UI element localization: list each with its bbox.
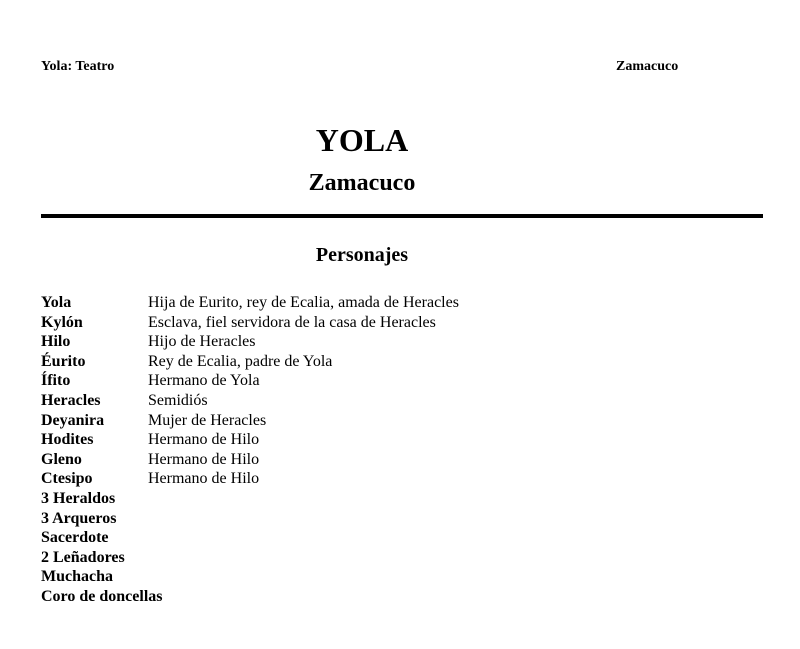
character-row [41, 548, 741, 568]
horizontal-rule [41, 214, 763, 218]
character-description: Hijo de Heracles [148, 333, 256, 351]
character-row [41, 450, 741, 470]
character-name: Gleno [41, 450, 82, 468]
character-list [41, 293, 741, 607]
character-name: Éurito [41, 352, 86, 370]
character-name: Hilo [41, 333, 71, 351]
character-name: Heracles [41, 391, 101, 409]
character-description: Semidiós [148, 391, 208, 409]
character-row [41, 371, 741, 391]
character-name: Ífito [41, 372, 71, 390]
character-description: Hermano de Hilo [148, 431, 260, 449]
running-header-left: Yola: Teatro [41, 59, 115, 74]
character-row [41, 411, 741, 431]
character-name: Sacerdote [41, 529, 109, 547]
character-row [41, 509, 741, 529]
running-header-right: Zamacuco [616, 59, 679, 74]
character-name: Muchacha [41, 568, 113, 586]
character-name: 2 Leñadores [41, 548, 125, 566]
character-name: Kylón [41, 313, 83, 331]
character-name: Coro de doncellas [41, 587, 163, 605]
character-description: Hermano de Hilo [148, 470, 260, 488]
character-row [41, 293, 741, 313]
character-description: Hermano de Hilo [148, 450, 260, 468]
character-row [41, 313, 741, 333]
play-title: YOLA [315, 122, 409, 158]
character-name: Hodites [41, 431, 94, 449]
character-name: 3 Heraldos [41, 489, 116, 507]
character-description: Esclava, fiel servidora de la casa de Heracles [148, 313, 436, 331]
section-heading: Personajes [315, 244, 409, 266]
character-row [41, 567, 741, 587]
character-name: 3 Arqueros [41, 509, 117, 527]
author-name: Zamacuco [308, 170, 416, 196]
character-row [41, 489, 741, 509]
character-description: Hija de Eurito, rey de Ecalia, amada de Heracles [148, 294, 459, 311]
character-name: Deyanira [41, 411, 105, 429]
character-row [41, 587, 741, 607]
character-name: Ctesipo [41, 470, 93, 488]
character-row [41, 469, 741, 489]
character-description: Mujer de Heracles [148, 411, 267, 429]
character-row [41, 430, 741, 450]
character-name: Yola [41, 294, 72, 311]
character-description: Rey de Ecalia, padre de Yola [148, 352, 333, 370]
character-row [41, 352, 741, 372]
character-row [41, 332, 741, 352]
character-row [41, 528, 741, 548]
character-row [41, 391, 741, 411]
character-description: Hermano de Yola [148, 372, 260, 390]
